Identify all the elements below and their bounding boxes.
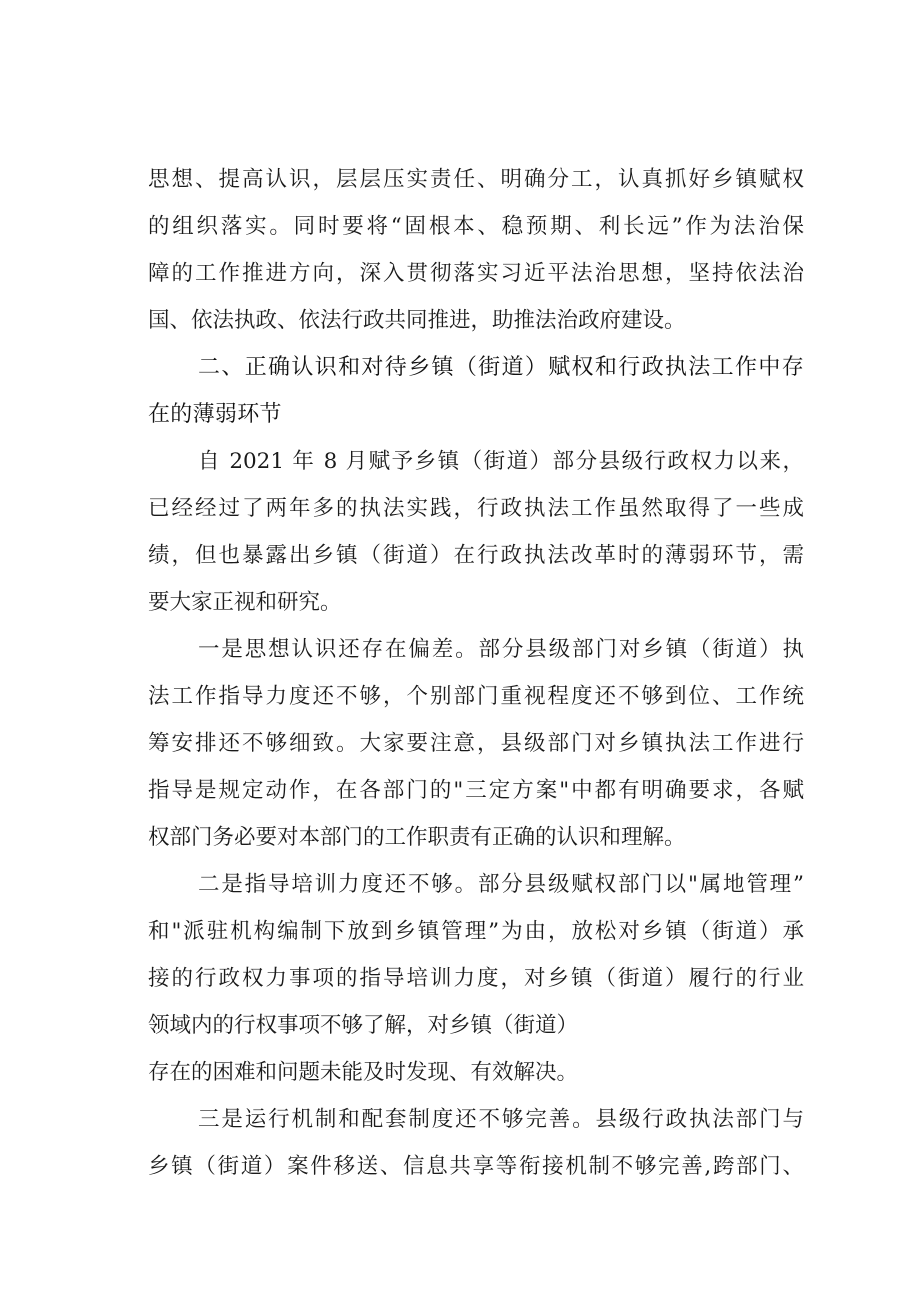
text-line: 绩，但也暴露出乡镇（街道）在行政执法改革时的薄弱环节，需 (148, 543, 804, 568)
text-line: 思想、提高认识，层层压实责任、明确分工，认真抓好乡镇赋权 (148, 167, 804, 192)
heading-line: 在的薄弱环节 (148, 402, 282, 427)
paragraph-point-two (148, 861, 804, 1096)
text-line: 法工作指导力度还不够，个别部门重视程度还不够到位、工作统 (148, 684, 804, 709)
text-line: 障的工作推进方向，深入贯彻落实习近平法治思想，坚持依法治 (148, 261, 804, 286)
text-line: 自 2021 年 8 月赋予乡镇（街道）部分县级行政权力以来， (198, 449, 804, 474)
text-line: 存在的困难和问题未能及时发现、有效解决。 (148, 1060, 579, 1085)
text-line: 已经经过了两年多的执法实践，行政执法工作虽然取得了一些成 (148, 496, 804, 521)
document-body (148, 156, 804, 1190)
heading-line: 二、正确认识和对待乡镇（街道）赋权和行政执法工作中存 (198, 355, 804, 380)
paragraph-overview (148, 438, 804, 626)
intro-paragraph (148, 156, 804, 344)
text-line: 一是思想认识还存在偏差。部分县级部门对乡镇（街道）执 (198, 637, 804, 662)
text-line: 权部门务必要对本部门的工作职责有正确的认识和理解。 (148, 825, 686, 850)
text-line: 和"派驻机构编制下放到乡镇管理”为由，放松对乡镇（街道）承 (148, 919, 804, 944)
paragraph-point-one (148, 626, 804, 861)
text-line: 乡镇（街道）案件移送、信息共享等衔接机制不够完善,跨部门、 (148, 1154, 804, 1179)
text-line: 国、依法执政、依法行政共同推进，助推法治政府建设。 (148, 308, 686, 333)
text-line: 要大家正视和研究。 (148, 590, 342, 615)
text-line: 的组织落实。同时要将“固根本、稳预期、利长远”作为法治保 (148, 214, 804, 239)
text-line: 二是指导培训力度还不够。部分县级赋权部门以"属地管理” (198, 872, 804, 897)
text-line: 三是运行机制和配套制度还不够完善。县级行政执法部门与 (198, 1107, 804, 1132)
text-line: 领域内的行权事项不够了解，对乡镇（街道） (148, 1013, 579, 1038)
text-line: 筹安排还不够细致。大家要注意，县级部门对乡镇执法工作进行 (148, 731, 804, 756)
text-line: 指导是规定动作，在各部门的"三定方案"中都有明确要求，各赋 (148, 778, 804, 803)
text-line: 接的行政权力事项的指导培训力度，对乡镇（街道）履行的行业 (148, 966, 804, 991)
paragraph-point-three (148, 1096, 804, 1190)
section-heading (148, 344, 804, 438)
